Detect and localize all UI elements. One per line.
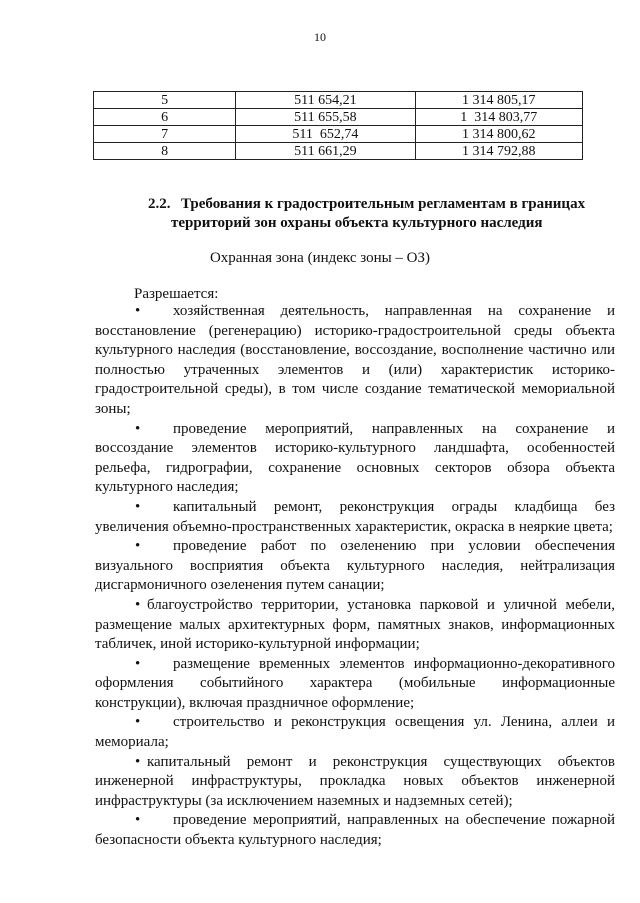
list-item <box>95 596 615 655</box>
y-coordinate-cell: 1 314 803,77 <box>415 109 582 126</box>
y-coordinate-cell: 1 314 792,88 <box>415 143 582 160</box>
section-number: 2.2. <box>148 196 171 212</box>
list-item-text: хозяйственная деятельность, направленная на сохранение и восстановление (регенерацию) историко-градостроительной среды объекта культурного наследия (восстановление, воссоздание, восполнение частично или полностью утраченных элементов и (или) характеристик историко-градостроительной среды), в том числе создание тематической мемориальной зоны; <box>95 303 615 417</box>
list-item <box>95 537 615 596</box>
point-number-cell: 7 <box>94 126 236 143</box>
table-row <box>94 109 583 126</box>
section-title-line1: Требования к градостроительным регламентам в границах <box>181 196 586 212</box>
zone-title: Охранная зона (индекс зоны – ОЗ) <box>209 250 431 266</box>
coordinates-table <box>93 91 583 160</box>
point-number-cell: 6 <box>94 109 236 126</box>
allowed-list <box>95 302 615 851</box>
bullet-icon: • <box>135 812 141 829</box>
y-coordinate-cell: 1 314 800,62 <box>415 126 582 143</box>
list-item <box>95 811 615 850</box>
bullet-icon: • <box>135 303 141 319</box>
list-item-text: строительство и реконструкция освещения ул. Ленина, аллеи и мемориала; <box>95 714 615 751</box>
bullet-icon: • <box>135 714 141 731</box>
x-coordinate-cell: 511 654,21 <box>236 92 415 109</box>
list-item <box>95 420 615 498</box>
list-item-text: размещение временных элементов информационно-декоративного оформления событийного характера (мобильные информационные конструкции), включая праздничное оформление; <box>95 655 615 711</box>
point-number-cell: 8 <box>94 143 236 160</box>
table-row <box>94 92 583 109</box>
list-item <box>95 655 615 714</box>
bullet-icon: • <box>135 420 141 437</box>
x-coordinate-cell: 511 655,58 <box>236 109 415 126</box>
bullet-icon: • <box>135 655 141 672</box>
bullet-icon: • <box>135 538 141 555</box>
x-coordinate-cell: 511 661,29 <box>236 143 415 160</box>
y-coordinate-cell: 1 314 805,17 <box>415 92 582 109</box>
list-item-text: проведение мероприятий, направленных на сохранение и воссоздание элементов историко-культурного ландшафта, особенностей рельефа, гидрографии, сохранение основных секторов обзора объекта культурного наследия; <box>95 420 615 496</box>
table-row <box>94 126 583 143</box>
list-item-text: капитальный ремонт и реконструкция существующих объектов инженерной инфраструктуры, прокладка новых объектов инженерной инфраструктуры (за исключением наземных и надземных сетей); <box>95 753 615 809</box>
list-item <box>95 713 615 752</box>
list-item <box>95 498 615 537</box>
list-item-text: проведение мероприятий, направленных на обеспечение пожарной безопасности объекта культурного наследия; <box>95 812 615 849</box>
list-item-text: благоустройство территории, установка парковой и уличной мебели, размещение малых архитектурных форм, памятных знаков, информационных табличек, иной историко-культурной информации; <box>95 596 615 653</box>
list-item-text: проведение работ по озеленению при условии обеспечения визуального восприятия объекта культурного наследия, нейтрализация дисгармоничного озеленения путем санации; <box>95 538 615 594</box>
allowed-label: Разрешается: <box>134 286 219 302</box>
section-heading <box>148 195 618 233</box>
point-number-cell: 5 <box>94 92 236 109</box>
bullet-icon: • <box>135 753 141 770</box>
list-item <box>95 302 615 420</box>
list-item-text: капитальный ремонт, реконструкция ограды кладбища без увеличения объемно-пространственных характеристик, окраска в неяркие цвета; <box>95 498 615 535</box>
bullet-icon: • <box>135 596 141 613</box>
x-coordinate-cell: 511 652,74 <box>236 126 415 143</box>
page-number: 10 <box>314 30 326 44</box>
section-title-line2: территорий зон охраны объекта культурного наследия <box>171 215 543 231</box>
bullet-icon: • <box>135 498 141 515</box>
list-item <box>95 753 615 812</box>
table-row <box>94 143 583 160</box>
